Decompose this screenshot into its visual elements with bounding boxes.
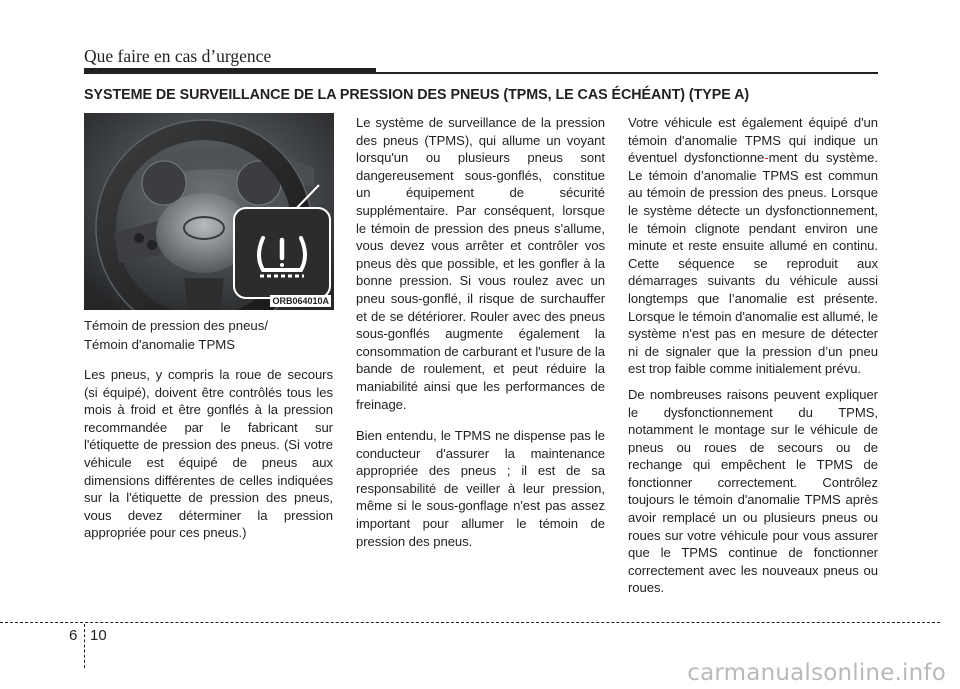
- section-title: SYSTEME DE SURVEILLANCE DE LA PRESSION DES PNEUS (TPMS, LE CAS ÉCHÉANT) (TYPE A): [84, 87, 750, 103]
- text-column-3: [628, 114, 878, 605]
- paragraph-tire-check: Les pneus, y compris la roue de secours (si équipé), doivent être contrôlés tous les mois à froid et être gonflés à la pression recommandée par le fabricant sur l'étiquette de pression des pneus. (Si votre véhicule est équipé de pneus aux dimensions différentes de celles indiquées sur la l'étiquette de pression des pneus, vous devez déterminer la pression appropriée pour ces pneus.): [84, 367, 333, 541]
- footer-dashed-divider: [84, 624, 85, 668]
- watermark: carmanualsonline.info: [687, 660, 946, 686]
- soft-hyphen-mark: -: [764, 150, 769, 166]
- steering-wheel-figure: [84, 113, 334, 310]
- page-chapter-number: 6: [69, 627, 78, 644]
- text-column-1: [84, 366, 333, 550]
- paragraph-driver-responsibility: Bien entendu, le TPMS ne dispense pas le conducteur d'assurer la maintenance appropriée des pneus ; il est de sa responsabilité de veiller à leur pression, même si le sous-gonflage n'est pas assez important pour allumer le témoin de pression des pneus.: [356, 428, 605, 549]
- text-column-2: [356, 114, 605, 558]
- paragraph-tpms-description: Le système de surveillance de la pression des pneus (TPMS), qui allume un voyant lorsqu'un ou plusieurs pneus sont dangereusement sous-gonflés, constitue un équipement de sécurité supplémentaire. Par conséquent, lorsque le témoin de pression des pneus s'allume, vous devez vous arrêter et contrôler vos pneus dès que possible, et les gonfler à la bonne pression. Si vous roulez avec un pneu sous-gonflé, il risque de surchauffer et de se détériorer. Rouler avec des pneus sous-gonflés augmente également la consommation de carburant et l'usure de la bande de roulement, et peut réduire la maniabilité ainsi que les performances de freinage.: [356, 115, 605, 412]
- chapter-header-title: Que faire en cas d’urgence: [84, 46, 272, 66]
- paragraph-malfunction-reasons: De nombreuses raisons peuvent expliquer le dysfonctionnement du TPMS, notamment le montage sur le véhicule de pneus ou roues de secours ou de rechange qui empêchent le TPMS de fonctionner correctement. Contrôlez toujours le témoin d'anomalie TPMS après avoir remplacé un ou plusieurs pneus ou roues sur votre véhicule pour vous assurer que le TPMS continue de fonctionner correctement avec les nouveaux pneus ou roues.: [628, 386, 878, 596]
- figure-code: ORB064010A: [272, 296, 329, 306]
- page-number: 10: [90, 627, 107, 644]
- footer-dashed-rule: [0, 622, 940, 623]
- paragraph-malfunction-indicator: [628, 114, 878, 378]
- malfunction-text-part-2: ment du système. Le témoin d’anomalie TPMS est commun au témoin de pression des pneus. Lorsque le système détecte un dysfonctionnement, le témoin clignote pendant environ une minute et reste ensuite allumé en continu. Cette séquence se reproduit aux démarrages suivants du véhicule aussi longtemps que l’anomalie est présente. Lorsque le témoin d'anomalie est allumé, le système n'est pas en mesure de détecter ni de signaler que la pression d’un pneu est trop faible comme initialement prévu.: [628, 150, 878, 377]
- figure-caption: [84, 316, 338, 354]
- figure-caption-line-1: Témoin de pression des pneus/: [84, 318, 269, 333]
- malfunction-text-part-1: Votre véhicule est également équipé d'un témoin d'anomalie TPMS qui indique un éventuel dysfonctionne: [628, 115, 878, 166]
- figure-caption-line-2: Témoin d'anomalie TPMS: [84, 337, 236, 352]
- header-thin-rule: [84, 72, 878, 74]
- steering-wheel-illustration: [84, 113, 334, 310]
